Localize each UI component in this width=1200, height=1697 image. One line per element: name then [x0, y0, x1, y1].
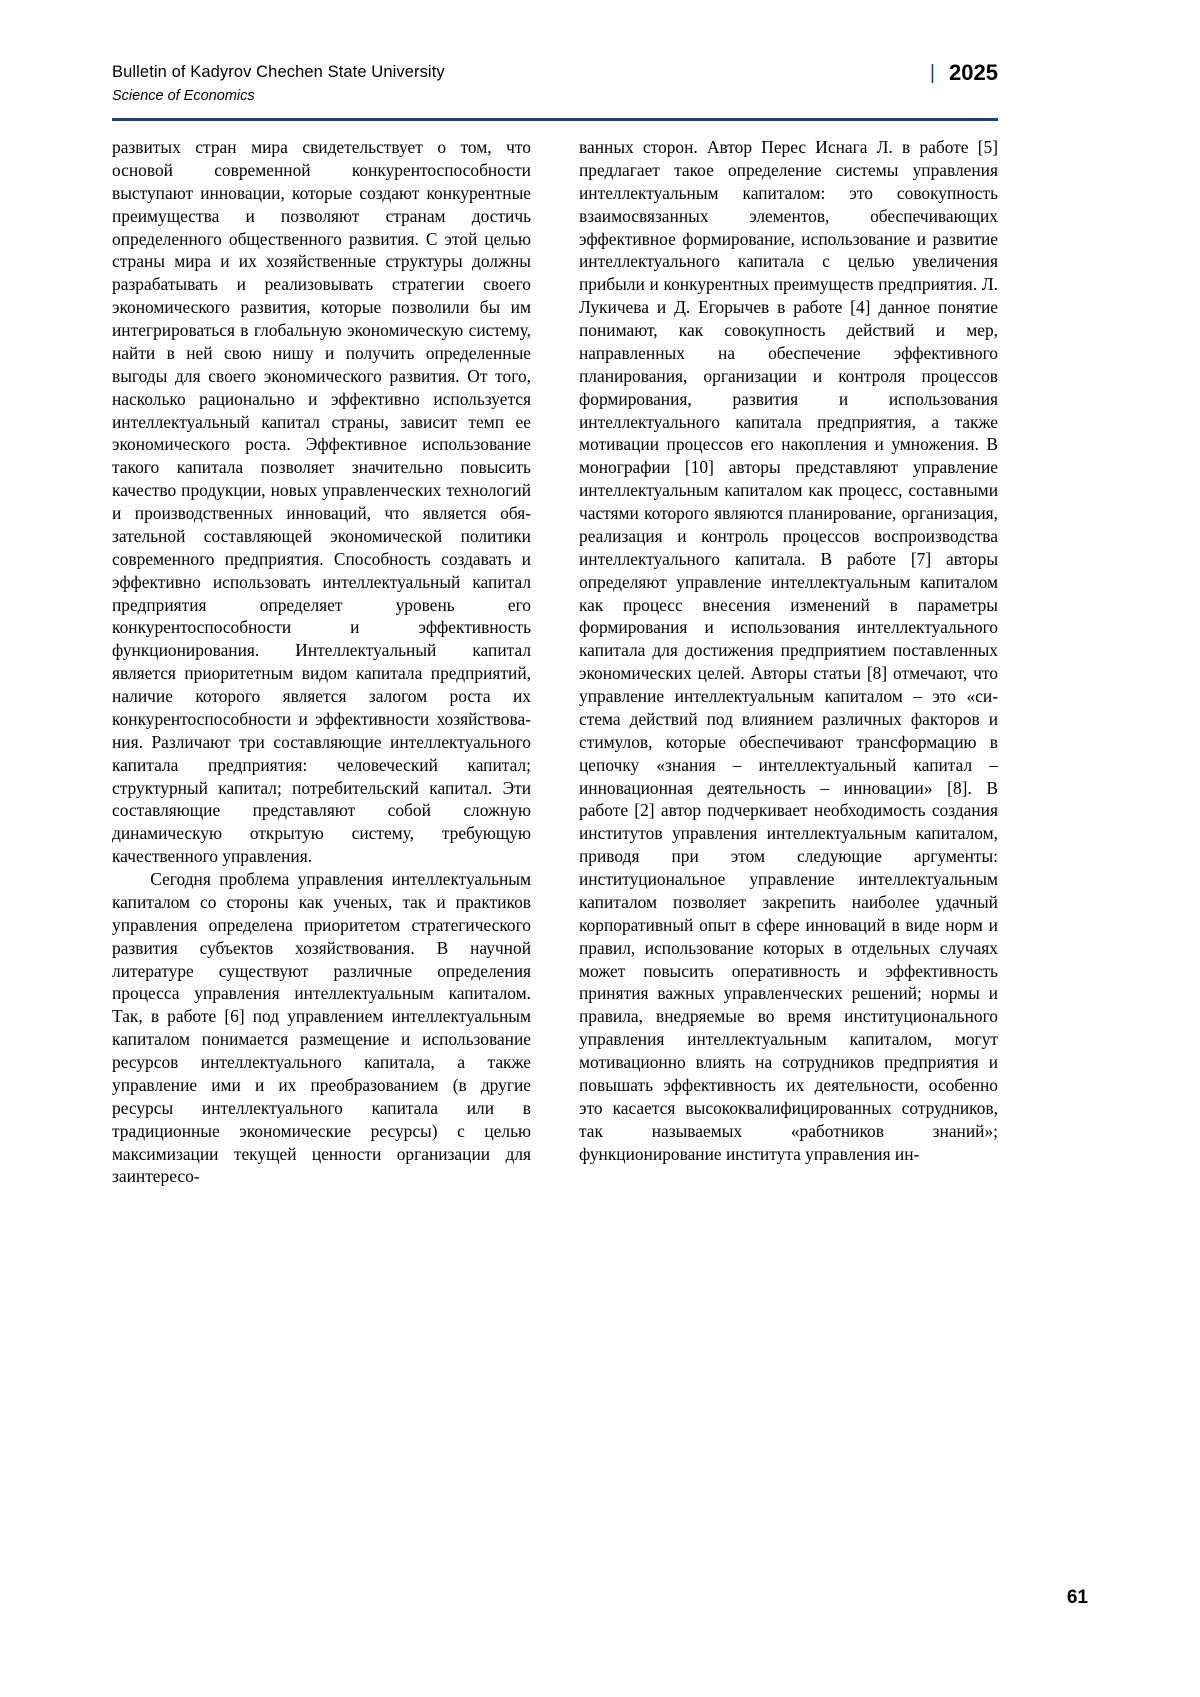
page-number: 61: [1066, 1587, 1088, 1608]
left-column: [112, 136, 531, 1188]
paragraph: ванных сторон. Автор Перес Иснага Л. в работе [5] предлагает такое определение системы управления интеллектуальным капиталом: это совокупность взаимосвязанных элементов, обеспечивающих эффективное формирование, использование и развитие интеллектуального капитала с целью увеличения прибыли и конкурентных преимуществ предприятия. Л. Лукичева и Д. Егорычев в работе [4] данное понятие понимают, как совокупность действий и мер, направленных на обеспечение эффективного планирования, организации и контроля процессов формирования, развития и использования интеллектуального капитала предприятия, а также мотивации процессов его накопления и умножения. В монографии [10] авторы представляют управление интеллектуальным капиталом как процесс, составными частями которого являются планирование, организация, реализация и контроль процессов воспроизводства интеллектуального капитала. В работе [7] авторы определяют управление интеллектуальным капиталом как процесс внесения изменений в параметры формирования и использования интеллектуального капитала для достижения предприятием поставленных экономических целей. Авторы статьи [8] отмечают, что управление интеллектуальным капиталом – это «система действий под влиянием различных факторов и стимулов, которые обеспечивают трансформацию в цепочку «знания – интеллектуальный капитал – инновационная деятельность – инновации» [8]. В работе [2] автор подчеркивает необходимость создания институтов управления интеллектуальным капиталом, приводя при этом следующие аргументы: институциональное управление интеллектуальным капиталом позволяет закрепить наиболее удачный корпоративный опыт в сфере инноваций в виде норм и правил, использование которых в отдельных случаях может повысить оперативность и эффективность принятия важных управленческих решений; нормы и правила, внедряемые во время институционального управления интеллектуальным капиталом, могут мотивационно влиять на сотрудников предприятия и повышать эффективность их деятельности, особенно это касается высококвалифицированных сотрудников, так называемых «работников знаний»; функционирование института управления ин-: [579, 137, 998, 1164]
journal-section: Science of Economics: [112, 87, 255, 104]
header-divider-rule: [112, 118, 998, 121]
header-year: 2025: [949, 60, 998, 85]
right-column: [579, 136, 998, 1188]
page-header: [112, 62, 998, 114]
header-divider: |: [929, 62, 936, 84]
journal-title: Bulletin of Kadyrov Chechen State University: [112, 63, 445, 81]
paragraph: Сегодня проблема управления интеллектуальным капиталом со стороны как ученых, так и практиков управления определена приоритетом стратегического развития субъектов хозяйствования. В научной литературе существуют различные определения процесса управления интеллектуальным капиталом. Так, в работе [6] под управлением интеллектуальным капиталом понимается размещение и использование ресурсов интеллектуального капитала, а также управление ими и их преобразованием (в другие ресурсы интеллектуального капитала или в традиционные экономические ресурсы) с целью максимизации текущей ценности организации для заинтересо-: [112, 869, 531, 1187]
two-column-body: [112, 136, 998, 1188]
paragraph: развитых стран мира свидетельствует о том, что основой современной конкурентоспособности выступают инновации, которые создают конкурентные преимущества и позволяют странам достичь определенного общественного развития. С этой целью страны мира и их хозяйственные структуры должны разрабатывать и реализовывать стратегии своего экономического развития, которые позволили бы им интегрироваться в глобальную экономическую систему, найти в ней свою нишу и получить определенные выгоды для своего экономического развития. От того, насколько рационально и эффективно используется интеллектуальный капитал страны, зависит темп ее экономического роста. Эффективное использование такого капитала позволяет значительно повысить качество продукции, новых управленческих технологий и производственных инноваций, что является обязательной составляющей экономической политики современного предприятия. Способность создавать и эффективно использовать интеллектуальный капитал предприятия определяет уровень его конкурентоспособности и эффективность функционирования. Интеллектуальный капитал является приоритетным видом капитала предприятий, наличие которого является залогом роста их конкурентоспособности и эффективности хозяйствования. Различают три составляющие интеллектуального капитала предприятия: человеческий капитал; структурный капитал; потребительский капитал. Эти составляющие представляют собой сложную динамическую открытую систему, требующую качественного управления.: [112, 137, 531, 867]
header-left-block: [112, 62, 732, 105]
header-right-block: [930, 62, 998, 84]
